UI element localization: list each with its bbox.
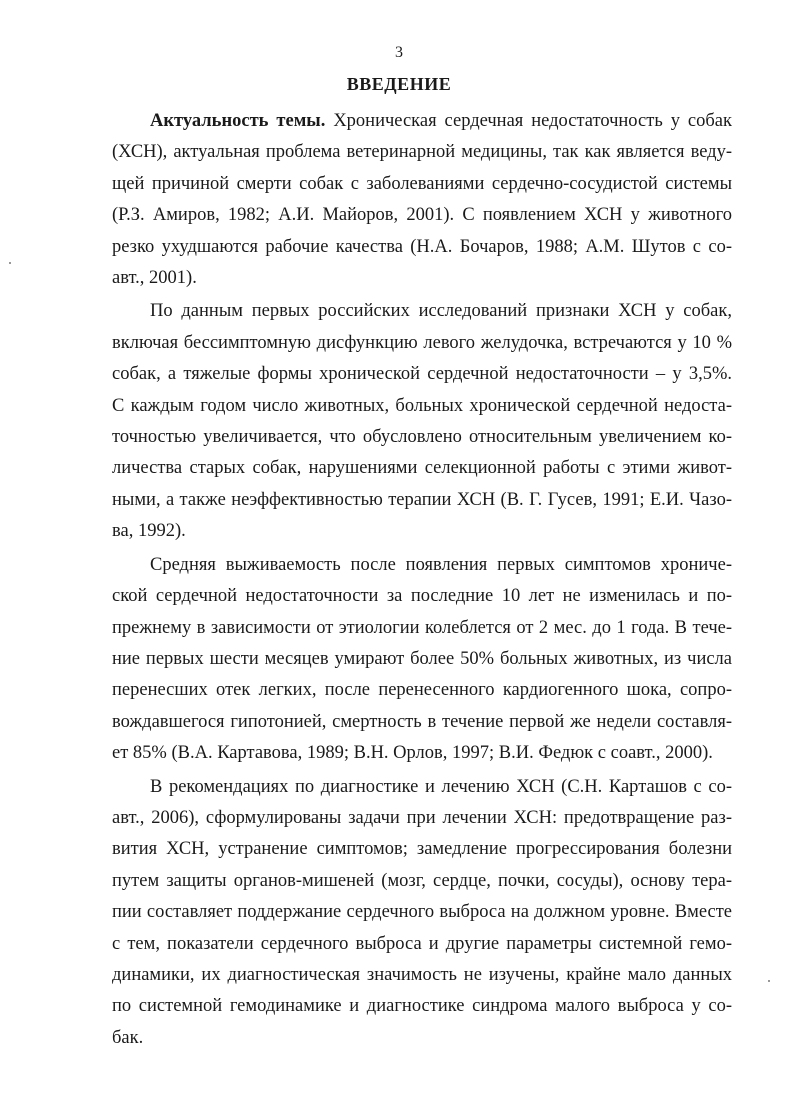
paragraph-line: включая бессимптомную дисфункцию левого желудочка, встречаются у 10 % (112, 332, 732, 353)
paragraph-line: динамики, их диагностическая значимость не изучены, крайне мало данных (112, 964, 732, 985)
body-text (112, 106, 732, 1056)
paragraph-line: перенесших отек легких, после перенесенного кардиогенного шока, сопро- (112, 680, 732, 701)
paragraph-line: щей причиной смерти собак с заболеваниями сердечно-сосудистой системы (112, 173, 732, 194)
paragraph-line: с тем, показатели сердечного выброса и другие параметры системной гемо- (112, 933, 732, 954)
paragraph-line: ние первых шести месяцев умирают более 50% больных животных, из числа (112, 648, 732, 669)
paragraph-line: авт., 2006), сформулированы задачи при лечении ХСН: предотвращение раз- (112, 807, 732, 828)
scan-speck (768, 980, 770, 982)
paragraph-line: собак, а тяжелые формы хронической сердечной недостаточности – у 3,5%. (112, 364, 732, 385)
section-heading: ВВЕДЕНИЕ (346, 74, 452, 94)
paragraph-line: вождавшегося гипотонией, смертность в течение первой же недели составля- (112, 711, 732, 732)
paragraph-line: прежнему в зависимости от этиологии колеблется от 2 мес. до 1 года. В тече- (112, 617, 732, 638)
paragraph-line: вития ХСН, устранение симптомов; замедление прогрессирования болезни (112, 839, 732, 860)
paragraph-line: авт., 2001). (112, 268, 197, 289)
paragraph-line: ской сердечной недостаточности за последние 10 лет не изменилась и по- (112, 586, 732, 607)
paragraph-lead: Актуальность темы. (150, 111, 326, 131)
page-number: 3 (395, 44, 403, 61)
paragraph-line: резко ухудшаются рабочие качества (Н.А. Бочаров, 1988; А.М. Шутов с со- (112, 236, 732, 257)
paragraph-survival (112, 550, 732, 770)
paragraph-line: ными, а также неэффективностью терапии ХСН (В. Г. Гусев, 1991; Е.И. Чазо- (112, 489, 732, 510)
paragraph-line: ва, 1992). (112, 521, 186, 542)
paragraph-line: Актуальность темы. Хроническая сердечная недостаточность у собак (150, 111, 732, 131)
paragraph-line: (ХСН), актуальная проблема ветеринарной медицины, так как является веду- (112, 142, 732, 163)
paragraph-line: точностью увеличивается, что обусловлено относительным увеличением ко- (112, 427, 732, 448)
paragraph-line: бак. (112, 1027, 144, 1048)
paragraph-line: (Р.З. Амиров, 1982; А.И. Майоров, 2001). С появлением ХСН у животного (112, 205, 732, 226)
paragraph-line: В рекомендациях по диагностике и лечению ХСН (С.Н. Карташов с со- (150, 776, 732, 797)
paragraph-line: личества старых собак, нарушениями селекционной работы с этими живот- (112, 458, 732, 479)
paragraph-line: путем защиты органов-мишеней (мозг, сердце, почки, сосуды), основу тера- (112, 870, 732, 891)
paragraph-line: Средняя выживаемость после появления первых симптомов хрониче- (150, 554, 732, 575)
paragraph-line: С каждым годом число животных, больных хронической сердечной недоста- (112, 395, 732, 416)
scan-speck (9, 262, 11, 264)
paragraph-line: по системной гемодинамике и диагностике синдрома малого выброса у со- (112, 996, 732, 1017)
paragraph-line: пии составляет поддержание сердечного выброса на должном уровне. Вместе (112, 902, 732, 923)
paragraph-russian-studies (112, 296, 732, 547)
paragraph-relevance (112, 106, 732, 294)
paragraph-line: ет 85% (В.А. Картавова, 1989; В.Н. Орлов, 1997; В.И. Федюк с соавт., 2000). (112, 743, 713, 764)
paragraph-recommendations (112, 772, 732, 1055)
paragraph-line: По данным первых российских исследований признаки ХСН у собак, (150, 301, 732, 322)
